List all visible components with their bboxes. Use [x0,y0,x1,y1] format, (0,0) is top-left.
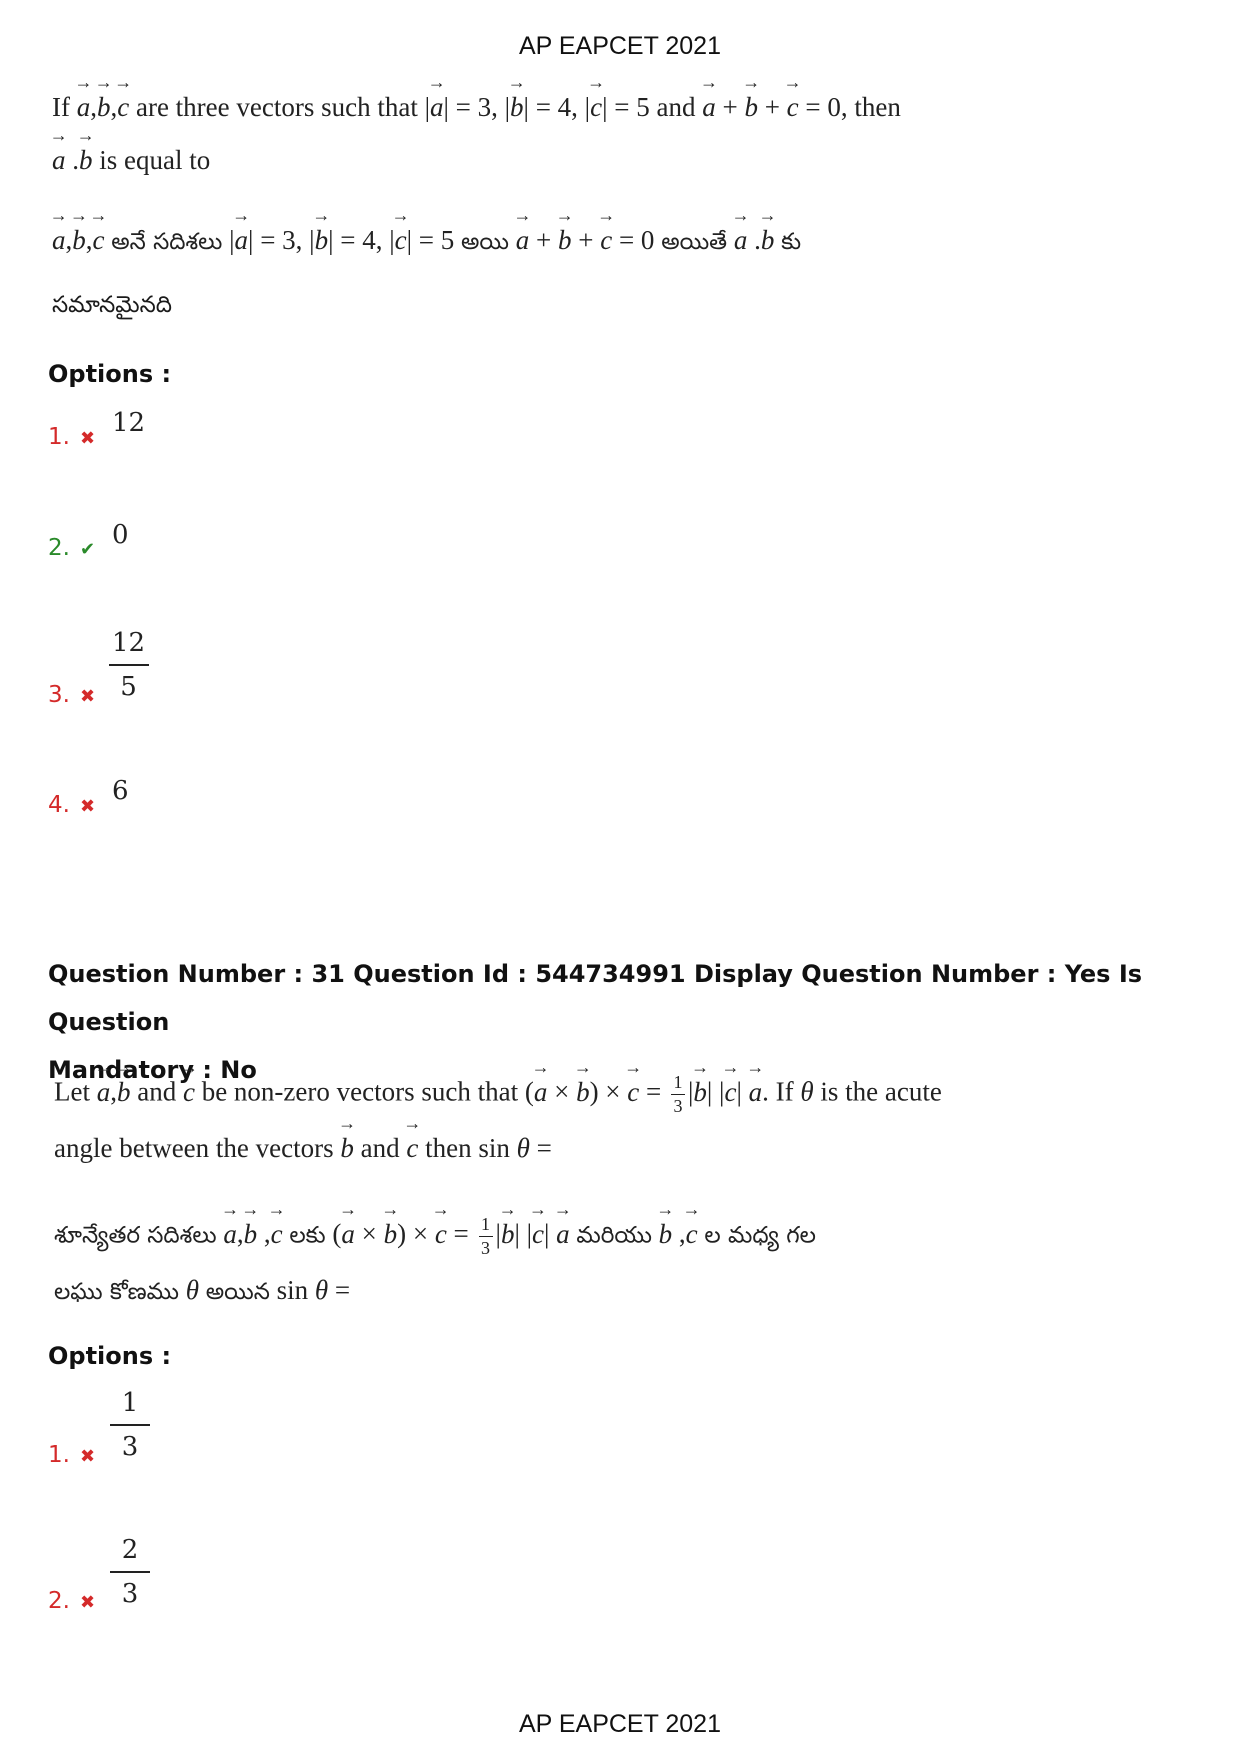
fraction-numerator: 2 [121,1535,139,1565]
q31-meta-line1: Question Number : 31 Question Id : 544734991 Display Question Number : Yes Is Question [48,960,1143,1036]
q31-option-1-number: 1. ✖ [48,1442,96,1468]
fraction-bar [110,1424,150,1426]
q30-option-1-value: 12 [112,408,146,438]
fraction-denominator: 5 [120,672,137,702]
q30-option-3-fraction [108,628,149,702]
cross-icon: ✖ [79,686,96,707]
q30-options-heading: Options : [48,360,172,388]
q30-option-3-number: 3. ✖ [48,682,96,708]
fraction-denominator: 3 [121,1579,139,1609]
q30-option-4-number: 4. ✖ [48,792,96,818]
cross-icon: ✖ [79,428,96,449]
page-footer: AP EAPCET 2021 [519,1710,721,1738]
q30-stem-english-line1: If → a,→ b,→ c are three vectors such that |→ a| = 3, |→ b| = 4, |→ c| = 5 and → a + → b + → c = 0, then [52,92,901,123]
page-header: AP EAPCET 2021 [519,32,721,60]
cross-icon: ✖ [79,796,96,817]
q30-stem-telugu-line2: సమానమైనది [52,292,173,318]
q31-option-1-fraction [110,1388,150,1462]
q31-options-heading: Options : [48,1342,172,1370]
q31-meta-line2: Mandatory : No [48,1056,257,1084]
q30-option-1-number: 1. ✖ [48,424,96,450]
q31-option-2-number: 2. ✖ [48,1588,96,1614]
fraction-numerator: 1 [121,1388,139,1418]
check-icon: ✔ [79,539,96,560]
q31-stem-telugu-line2: లఘు కోణము θ అయిన sin θ = [54,1275,351,1305]
q30-stem-telugu-line1: → a,→ b,→ c అనే సదిశలు |→ a| = 3, |→ b| = 4, |→ c| = 5 అయి → a + → b + → c = 0 అయితే → a .→ b కు [52,225,801,261]
fraction-bar [109,664,149,666]
q31-stem-english-line2: angle between the vectors → b and → c then sin θ = [54,1133,552,1164]
q31-option-2-fraction [110,1535,150,1609]
cross-icon: ✖ [79,1592,96,1613]
cross-icon: ✖ [79,1446,96,1467]
fraction-denominator: 3 [121,1432,139,1462]
q31-stem-english-line1: Let → a,→ b and → c be non-zero vectors such that (→ a × → b) × → c = $\frac{1}{3}$ |→ b| |→ c| → a. If θ is the acute [54,1072,942,1117]
q30-stem-english-line2: → a .→ b is equal to [52,145,210,176]
q30-option-4-value: 6 [112,776,129,806]
q30-option-2-number: 2. ✔ [48,535,96,561]
q31-stem-telugu-line1: శూన్యేతర సదిశలు → a,→ b ,→ c లకు (→ a × → b) × → c = $\frac{1}{3}$ |→ b| |→ c| → a మరియు → b ,→ c ల మధ్య గల [54,1214,816,1259]
fraction-numerator: 12 [112,628,146,658]
fraction-bar [110,1571,150,1573]
q30-option-2-value: 0 [112,520,129,550]
